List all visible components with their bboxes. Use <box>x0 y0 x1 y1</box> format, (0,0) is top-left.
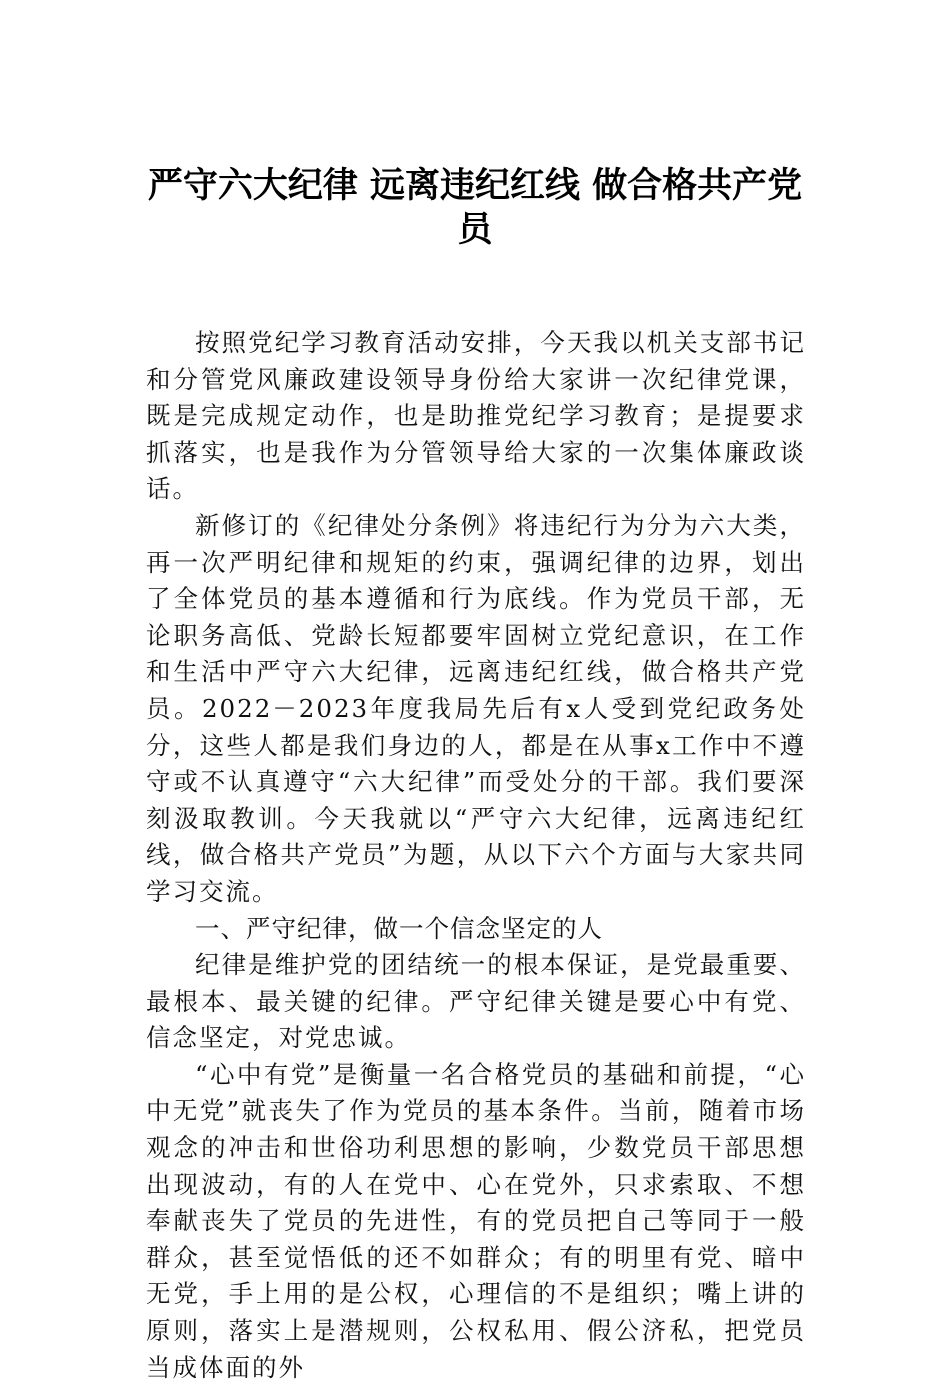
paragraph-heart-party: “心中有党”是衡量一名合格党员的基础和前提，“心中无党”就丧失了作为党员的基本条件。当前，随着市场观念的冲击和世俗功利思想的影响，少数党员干部思想出现波动，有的人在党中、心在党外，只求索取、不想奉献丧失了党员的先进性，有的党员把自己等同于一般群众，甚至觉悟低的还不如群众；有的明里有党、暗中无党，手上用的是公权，心理信的不是组织；嘴上讲的原则，落实上是潜规则，公权私用、假公济私，把党员当成体面的外 <box>146 1059 806 1382</box>
document-title-line-2: 员 <box>457 209 493 250</box>
document-title-line-1: 严守六大纪律 远离违纪红线 做合格共产党 <box>147 165 803 206</box>
document-body <box>146 325 806 1386</box>
section-heading-1: 一、严守纪律，做一个信念坚定的人 <box>195 913 603 943</box>
paragraph-intro: 按照党纪学习教育活动安排，今天我以机关支部书记和分管党风廉政建设领导身份给大家讲一次纪律党课，既是完成规定动作，也是助推党纪学习教育；是提要求抓落实，也是我作为分管领导给大家的一次集体廉政谈话。 <box>146 328 806 504</box>
paragraph-background: 新修订的《纪律处分条例》将违纪行为分为六大类，再一次严明纪律和规矩的约束，强调纪律的边界，划出了全体党员的基本遵循和行为底线。作为党员干部，无论职务高低、党龄长短都要牢固树立党纪意识，在工作和生活中严守六大纪律，远离违纪红线，做合格共产党员。2022－2023年度我局先后有x人受到党纪政务处分，这些人都是我们身边的人，都是在从事x工作中不遵守或不认真遵守“六大纪律”而受处分的干部。我们要深刻汲取教训。今天我就以“严守六大纪律，远离违纪红线，做合格共产党员”为题，从以下六个方面与大家共同学习交流。 <box>146 510 806 906</box>
paragraph-discipline: 纪律是维护党的团结统一的根本保证，是党最重要、最根本、最关键的纪律。严守纪律关键是要心中有党、信念坚定，对党忠诚。 <box>146 950 806 1053</box>
